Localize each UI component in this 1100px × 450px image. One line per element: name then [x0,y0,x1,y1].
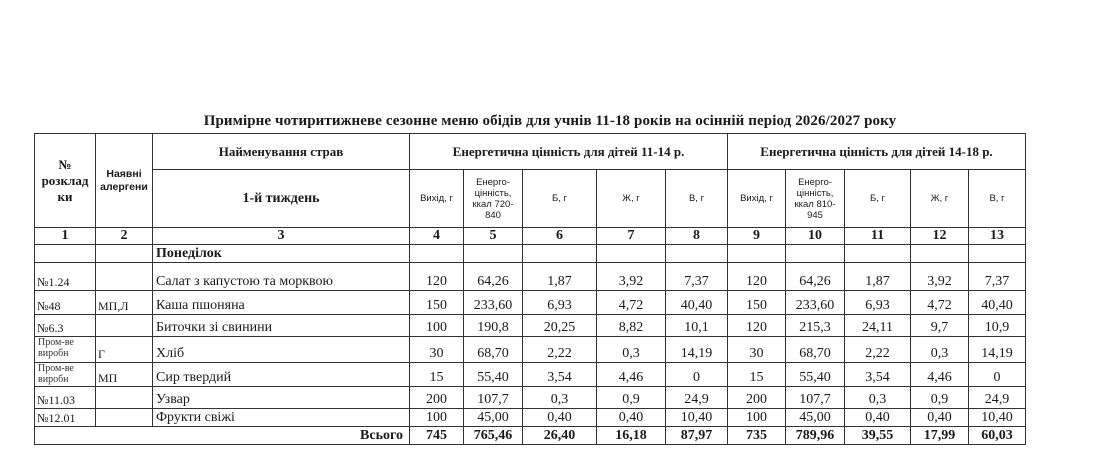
recipe-code: №12.01 [35,409,96,427]
value-11-14: 107,7 [464,387,523,409]
total-value-14-18: 39,55 [845,427,911,445]
allergen-cell [96,387,153,409]
table-row [35,263,1026,291]
value-14-18: 10,9 [969,315,1026,337]
empty-cell [464,245,523,263]
value-14-18: 4,72 [911,291,969,315]
value-11-14: 7,37 [666,263,728,291]
recipe-code: №1.24 [35,263,96,291]
value-14-18: 0 [969,363,1026,387]
recipe-code: №48 [35,291,96,315]
value-14-18: 0,9 [911,387,969,409]
header-energy-2: Енерго-цінність, ккал 810-945 [786,170,845,228]
total-value-11-14: 16,18 [597,427,666,445]
header-protein-2: Б, г [845,170,911,228]
empty-cell [523,245,597,263]
table-row [35,363,1026,387]
dish-name: Фрукти свіжі [153,409,410,427]
value-14-18: 215,3 [786,315,845,337]
value-11-14: 6,93 [523,291,597,315]
menu-table [34,133,1026,445]
value-14-18: 107,7 [786,387,845,409]
value-14-18: 4,46 [911,363,969,387]
total-value-11-14: 765,46 [464,427,523,445]
total-label: Всього [35,427,410,445]
value-14-18: 14,19 [969,337,1026,363]
empty-cell [845,245,911,263]
value-11-14: 0,9 [597,387,666,409]
day-label: Понеділок [153,245,410,263]
value-11-14: 233,60 [464,291,523,315]
value-11-14: 200 [410,387,464,409]
empty-cell [666,245,728,263]
recipe-code: №11.03 [35,387,96,409]
value-14-18: 68,70 [786,337,845,363]
dish-name: Сир твердий [153,363,410,387]
column-number: 11 [845,228,911,245]
value-14-18: 24,11 [845,315,911,337]
value-11-14: 0,3 [597,337,666,363]
column-number: 8 [666,228,728,245]
table-row [35,315,1026,337]
header-carb-2: В, г [969,170,1026,228]
value-14-18: 0,3 [911,337,969,363]
value-14-18: 0,3 [845,387,911,409]
value-14-18: 3,54 [845,363,911,387]
allergen-cell [96,315,153,337]
value-11-14: 120 [410,263,464,291]
column-number: 3 [153,228,410,245]
value-11-14: 20,25 [523,315,597,337]
column-number: 7 [597,228,666,245]
value-11-14: 64,26 [464,263,523,291]
value-11-14: 55,40 [464,363,523,387]
column-number-row [35,228,1026,245]
column-number: 5 [464,228,523,245]
value-14-18: 15 [728,363,786,387]
total-value-14-18: 17,99 [911,427,969,445]
allergen-cell: МП [96,363,153,387]
dish-name: Салат з капустою та морквою [153,263,410,291]
value-11-14: 14,19 [666,337,728,363]
total-row [35,427,1026,445]
value-14-18: 64,26 [786,263,845,291]
dish-name: Биточки зі свинини [153,315,410,337]
header-allergens: Наявні алергени [96,134,153,228]
value-14-18: 7,37 [969,263,1026,291]
value-11-14: 1,87 [523,263,597,291]
value-11-14: 100 [410,315,464,337]
value-14-18: 2,22 [845,337,911,363]
header-group-14-18: Енергетична цінність для дітей 14-18 р. [728,134,1026,170]
value-14-18: 0,40 [911,409,969,427]
column-number: 13 [969,228,1026,245]
allergen-cell: Г [96,337,153,363]
column-number: 4 [410,228,464,245]
menu-title: Примірне чотиритижневе сезонне меню обідів для учнів 11-18 років на осінній період 2026/2027 року [203,113,897,129]
allergen-cell [96,263,153,291]
total-value-11-14: 745 [410,427,464,445]
value-14-18: 45,00 [786,409,845,427]
value-11-14: 10,40 [666,409,728,427]
value-14-18: 200 [728,387,786,409]
value-14-18: 0,40 [845,409,911,427]
header-output-2: Вихід, г [728,170,786,228]
header-protein-1: Б, г [523,170,597,228]
value-11-14: 24,9 [666,387,728,409]
total-value-14-18: 60,03 [969,427,1026,445]
total-value-14-18: 735 [728,427,786,445]
value-14-18: 55,40 [786,363,845,387]
total-value-11-14: 26,40 [523,427,597,445]
header-fat-1: Ж, г [597,170,666,228]
recipe-code: №6.3 [35,315,96,337]
empty-cell [35,245,96,263]
value-14-18: 24,9 [969,387,1026,409]
value-14-18: 9,7 [911,315,969,337]
value-11-14: 45,00 [464,409,523,427]
allergen-cell [96,409,153,427]
value-11-14: 40,40 [666,291,728,315]
table-row [35,337,1026,363]
header-output-1: Вихід, г [410,170,464,228]
total-value-11-14: 87,97 [666,427,728,445]
dish-name: Узвар [153,387,410,409]
value-14-18: 3,92 [911,263,969,291]
table-row [35,291,1026,315]
value-11-14: 190,8 [464,315,523,337]
value-11-14: 10,1 [666,315,728,337]
value-14-18: 233,60 [786,291,845,315]
column-number: 6 [523,228,597,245]
value-11-14: 68,70 [464,337,523,363]
recipe-code: Пром-ве виробн [35,363,96,387]
total-value-14-18: 789,96 [786,427,845,445]
recipe-code: Пром-ве виробн [35,337,96,363]
table-row [35,387,1026,409]
empty-cell [728,245,786,263]
header-group-11-14: Енергетична цінність для дітей 11-14 р. [410,134,728,170]
header-fat-2: Ж, г [911,170,969,228]
column-number: 1 [35,228,96,245]
value-14-18: 6,93 [845,291,911,315]
allergen-cell: МП,Л [96,291,153,315]
value-14-18: 30 [728,337,786,363]
value-11-14: 4,46 [597,363,666,387]
value-14-18: 120 [728,263,786,291]
value-11-14: 30 [410,337,464,363]
value-11-14: 3,92 [597,263,666,291]
value-14-18: 1,87 [845,263,911,291]
empty-cell [786,245,845,263]
column-number: 10 [786,228,845,245]
header-carb-1: В, г [666,170,728,228]
value-11-14: 4,72 [597,291,666,315]
value-11-14: 15 [410,363,464,387]
value-14-18: 10,40 [969,409,1026,427]
value-11-14: 0,40 [597,409,666,427]
empty-cell [969,245,1026,263]
value-14-18: 120 [728,315,786,337]
empty-cell [410,245,464,263]
value-11-14: 3,54 [523,363,597,387]
column-number: 12 [911,228,969,245]
value-14-18: 150 [728,291,786,315]
value-11-14: 0,3 [523,387,597,409]
value-11-14: 8,82 [597,315,666,337]
empty-cell [96,245,153,263]
header-schedule-number: № розклад ки [35,134,96,228]
dish-name: Хліб [153,337,410,363]
value-11-14: 0 [666,363,728,387]
header-dish-name: Найменування страв [153,134,410,170]
table-row [35,409,1026,427]
column-number: 2 [96,228,153,245]
value-14-18: 100 [728,409,786,427]
value-11-14: 150 [410,291,464,315]
value-11-14: 2,22 [523,337,597,363]
value-11-14: 100 [410,409,464,427]
empty-cell [597,245,666,263]
dish-name: Каша пшоняна [153,291,410,315]
header-energy-1: Енерго-цінність, ккал 720-840 [464,170,523,228]
header-week: 1-й тиждень [153,170,410,228]
value-11-14: 0,40 [523,409,597,427]
empty-cell [911,245,969,263]
column-number: 9 [728,228,786,245]
value-14-18: 40,40 [969,291,1026,315]
